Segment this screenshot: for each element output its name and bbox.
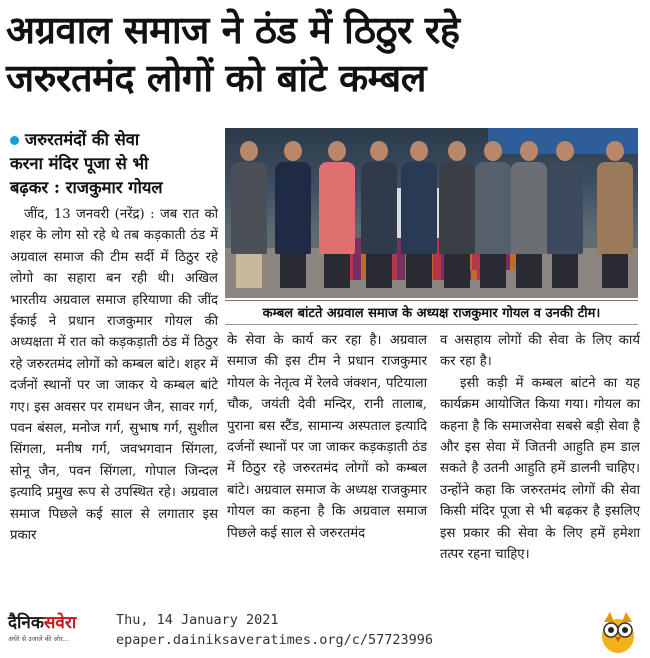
subheading-line-2: करना मंदिर पूजा से भी: [10, 154, 149, 173]
news-photo: [225, 128, 638, 298]
logo-savera: सवेरा: [43, 613, 77, 633]
logo-tagline: अंधेरे से उजाले की ओर...: [8, 635, 69, 643]
article-text-col3-p2: इसी कड़ी में कम्बल बांटने का यह कार्यक्रम आयोजित किया गया। गोयल का कहना है कि समाजसेवा सबसे बड़ी सेवा है और इस सेवा में जितनी आहुति हम डाल सकते है उतनी आहुति हमें डालनी चाहिए। उन्होंने कहा कि जरुरतमंद लोगों की सेवा किसी मंदिर पूजा से भी बढ़कर है इसलिए इस प्रकार की सेवा के लिए हमें हमेशा तत्पर रहना चाहिए।: [440, 375, 640, 563]
logo-dainik: दैनिक: [8, 613, 44, 633]
person: [475, 141, 511, 288]
article-text-col3-p1: व असहाय लोगों की सेवा के लिए कार्य कर रहा है।: [440, 333, 640, 370]
article-text-col1: जींद, 13 जनवरी (नरेंद्र) : जब रात को शहर के लोग सो रहे थे तब कड़काती ठंड में अग्रवाल समाज की टीम सर्दी में ठिठुर रहे लोगो का सहारा बन रही थी। अखिल भारतीय अग्रवाल समाज हरियाणा की जींद ईकाई ने प्रधान राजकुमार गोयल की अध्यक्षता में रात को कड़कड़ाती ठंड में ठिठुर रहे जरुरतमंद लोगों को कम्बल बांटे। शहर में दर्जनों स्थानों पर जा जाकर ये कम्बल बांटे गए। इस अवसर पर रामधन जैन, सावर गर्ग, पवन बंसल, मनोज गर्ग, सुभाष गर्ग, सुशील सिंगला, मनीष गर्ग, जवभगवान सिंगला, सोनू जैन, पवन सिंगला, गोपाल जिन्दल इत्यादि प्रमुख रूप से उपस्थित रहे। अग्रवाल समाज पिछले कई साल से लगातार इस प्रकार: [10, 207, 218, 544]
dainik-savera-logo[interactable]: [8, 612, 110, 652]
photo-caption: कम्बल बांटते अग्रवाल समाज के अध्यक्ष राजकुमार गोयल व उनकी टीम।: [225, 300, 638, 325]
article-column-2: [227, 330, 427, 544]
owl-icon: [598, 610, 638, 654]
epaper-url[interactable]: epaper.dainiksaveratimes.org/c/57723996: [116, 632, 433, 648]
person: [231, 141, 267, 288]
person: [547, 141, 583, 288]
person: [319, 141, 355, 288]
subheading: [10, 128, 215, 200]
headline: [6, 6, 646, 102]
person: [511, 141, 547, 288]
article-text-col2: के सेवा के कार्य कर रहा है। अग्रवाल समाज की इस टीम ने प्रधान राजकुमार गोयल के नेतृत्व में रेलवे जंक्शन, पटियाला चौक, जयंती देवी मन्दिर, रानी तालाब, पुराना बस स्टैंड, सामान्य अस्पताल इत्यादि दर्जनों स्थानों पर जा जाकर कड़कड़ाती ठंड में ठिठुर रहे जरुरतमंद लोगों को कम्बल बांटे। अग्रवाल समाज के अध्यक्ष राजकुमार गोयल का कहना है कि अग्रवाल समाज पिछले कई साल से जरुरतमंद: [227, 333, 427, 541]
headline-line-1: अग्रवाल समाज ने ठंड में ठिठुर रहे: [6, 8, 460, 52]
bullet-icon: [10, 136, 19, 145]
person: [401, 141, 437, 288]
subheading-line-1: जरुरतमंदों की सेवा: [25, 130, 140, 149]
epaper-footer: [0, 602, 650, 658]
person: [275, 141, 311, 288]
article-column-1: [10, 204, 218, 547]
article-column-3: [440, 330, 640, 565]
person: [597, 141, 633, 288]
headline-line-2: जरुरतमंद लोगों को बांटे कम्बल: [6, 56, 426, 100]
subheading-line-3: बढ़कर : राजकुमार गोयल: [10, 178, 163, 197]
person: [361, 141, 397, 288]
person: [439, 141, 475, 288]
edition-date: Thu, 14 January 2021: [116, 612, 279, 628]
